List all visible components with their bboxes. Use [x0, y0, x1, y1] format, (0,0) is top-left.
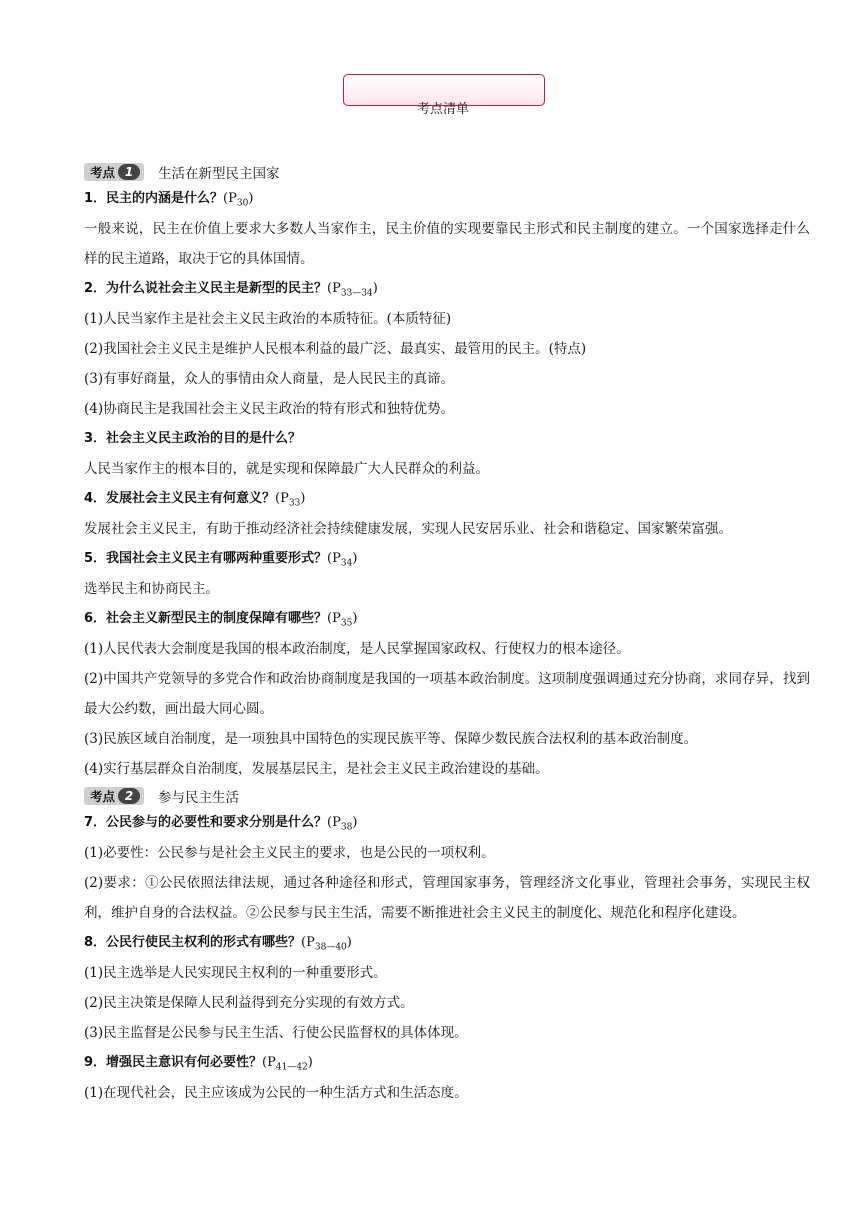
- section-badge-label: 考点: [90, 789, 116, 804]
- answer-paragraph: (3)民族区域自治制度，是一项独具中国特色的实现民族平等、保障少数民族合法权利的基本政治制度。: [84, 731, 698, 747]
- section-badge-number: 2: [118, 788, 140, 804]
- answer-paragraph: (2)民主决策是保障人民利益得到充分实现的有效方式。: [84, 995, 414, 1011]
- answer-paragraph: (4)实行基层群众自治制度，发展基层民主，是社会主义民主政治建设的基础。: [84, 761, 549, 777]
- page-reference: $(P_{34})$: [327, 551, 358, 569]
- page-reference: $(P_{41—42})$: [262, 1055, 313, 1073]
- page-reference: $(P_{38})$: [327, 815, 358, 833]
- question-text: 2．为什么说社会主义民主是新型的民主？: [84, 281, 328, 296]
- section-heading: [84, 160, 810, 184]
- page-number: 34: [340, 558, 353, 569]
- question-heading: [84, 184, 810, 214]
- page-reference: $(P_{38—40})$: [301, 935, 352, 953]
- question-text: 3．社会主义民主政治的目的是什么？: [84, 431, 302, 446]
- answer-paragraph: (4)协商民主是我国社会主义民主政治的特有形式和独特优势。: [84, 401, 455, 417]
- page-reference: $(P_{30})$: [223, 191, 254, 209]
- answer-paragraph: (1)必要性：公民参与是社会主义民主的要求，也是公民的一项权利。: [84, 845, 495, 861]
- answer-paragraph: (2)要求：①公民依照法律法规，通过各种途径和形式，管理国家事务，管理经济文化事业，管理社会事务，实现民主权利，维护自身的合法权益。②公民参与民主生活，需要不断推进社会主义民主的制度化、规范化和程序化建设。: [84, 875, 810, 921]
- answer-paragraph: 一般来说，民主在价值上要求大多数人当家作主，民主价值的实现要靠民主形式和民主制度的建立。一个国家选择走什么样的民主道路，取决于它的具体国情。: [84, 221, 810, 267]
- answer-paragraph: (3)有事好商量，众人的事情由众人商量，是人民民主的真谛。: [84, 371, 455, 387]
- question-text: 9．增强民主意识有何必要性？: [84, 1055, 263, 1070]
- answer-paragraph: (3)民主监督是公民参与民主生活、行使公民监督权的具体体现。: [84, 1025, 468, 1041]
- answer-paragraph: (1)在现代社会，民主应该成为公民的一种生活方式和生活态度。: [84, 1085, 468, 1101]
- answer-paragraph: (2)我国社会主义民主是维护人民根本利益的最广泛、最真实、最管用的民主。(特点): [84, 341, 587, 357]
- page-reference: $(P_{35})$: [327, 611, 358, 629]
- page-number: 38—40: [314, 942, 347, 953]
- section-heading: [84, 784, 810, 808]
- answer-paragraph: (1)人民代表大会制度是我国的根本政治制度，是人民掌握国家政权、行使权力的根本途径。: [84, 641, 630, 657]
- question-heading: [84, 544, 810, 574]
- answer-paragraph: 选举民主和协商民主。: [84, 581, 219, 597]
- section-badge: [84, 163, 144, 181]
- page-number: 35: [340, 618, 353, 629]
- section-title: 生活在新型民主国家: [158, 166, 280, 182]
- section-title: 参与民主生活: [158, 790, 240, 806]
- page-number: 33: [288, 498, 301, 509]
- section-badge: [84, 787, 144, 805]
- page-number: 30: [236, 198, 249, 209]
- question-text: 6．社会主义新型民主的制度保障有哪些？: [84, 611, 328, 626]
- answer-paragraph: 发展社会主义民主，有助于推动经济社会持续健康发展，实现人民安居乐业、社会和谐稳定、国家繁荣富强。: [84, 521, 732, 537]
- document-body: [84, 160, 810, 1108]
- question-heading: [84, 604, 810, 634]
- question-heading: [84, 808, 810, 838]
- answer-paragraph: (1)人民当家作主是社会主义民主政治的本质特征。(本质特征): [84, 311, 452, 327]
- page-reference: $(P_{33})$: [275, 491, 306, 509]
- question-text: 1．民主的内涵是什么？: [84, 191, 224, 206]
- answer-paragraph: 人民当家作主的根本目的，就是实现和保障最广大人民群众的利益。: [84, 461, 489, 477]
- page-title: 考点清单: [416, 102, 469, 117]
- question-text: 8．公民行使民主权利的形式有哪些？: [84, 935, 302, 950]
- question-heading: [84, 928, 810, 958]
- answer-paragraph: (2)中国共产党领导的多党合作和政治协商制度是我国的一项基本政治制度。这项制度强调通过充分协商，求同存异，找到最大公约数，画出最大同心圆。: [84, 671, 810, 717]
- section-badge-number: 1: [118, 164, 140, 180]
- page-reference: $(P_{33—34})$: [327, 281, 378, 299]
- question-heading: [84, 484, 810, 514]
- question-heading: [84, 1048, 810, 1078]
- page-number: 33—34: [340, 288, 373, 299]
- section-badge-label: 考点: [90, 165, 116, 180]
- question-text: 7．公民参与的必要性和要求分别是什么？: [84, 815, 328, 830]
- page-number: 41—42: [275, 1062, 308, 1073]
- question-text: 5．我国社会主义民主有哪两种重要形式？: [84, 551, 328, 566]
- question-heading: [84, 424, 810, 454]
- page-number: 38: [340, 822, 353, 833]
- question-text: 4．发展社会主义民主有何意义？: [84, 491, 276, 506]
- answer-paragraph: (1)民主选举是人民实现民主权利的一种重要形式。: [84, 965, 387, 981]
- question-heading: [84, 274, 810, 304]
